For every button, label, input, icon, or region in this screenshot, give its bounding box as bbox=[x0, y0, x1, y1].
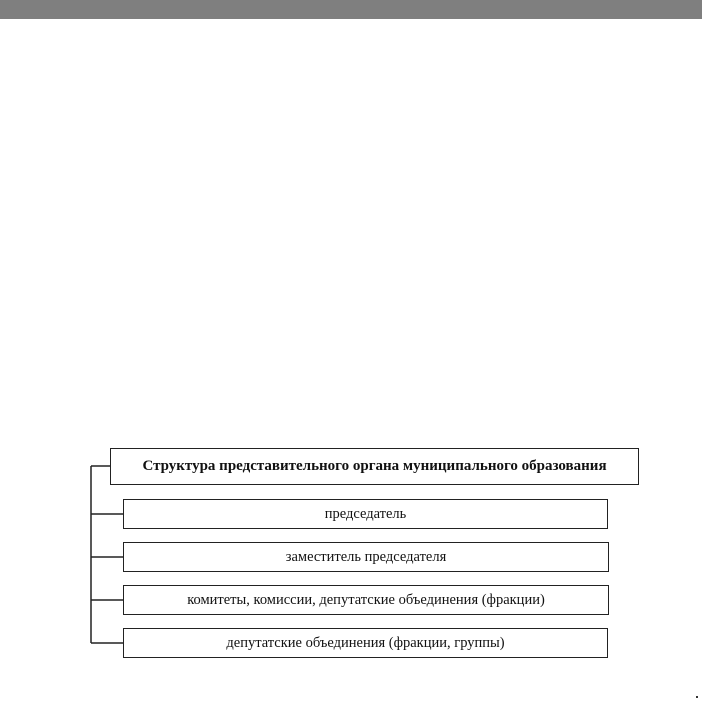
child-label-chairman: председатель bbox=[324, 505, 407, 522]
child-box-chairman bbox=[123, 499, 608, 529]
root-box bbox=[110, 448, 639, 485]
child-label-deputy-associations: депутатские объединения (фракции, группы) bbox=[226, 634, 505, 651]
root-label: Структура представительного органа муниципального образования bbox=[142, 458, 607, 474]
top-toolbar-bar bbox=[0, 0, 702, 19]
child-label-committees: комитеты, комиссии, депутатские объединения (фракции) bbox=[187, 591, 545, 608]
corner-dot bbox=[696, 696, 698, 698]
child-box-committees bbox=[123, 585, 609, 615]
child-box-deputy-chairman bbox=[123, 542, 609, 572]
child-box-deputy-associations bbox=[123, 628, 608, 658]
child-label-deputy-chairman: заместитель председателя bbox=[285, 548, 447, 565]
